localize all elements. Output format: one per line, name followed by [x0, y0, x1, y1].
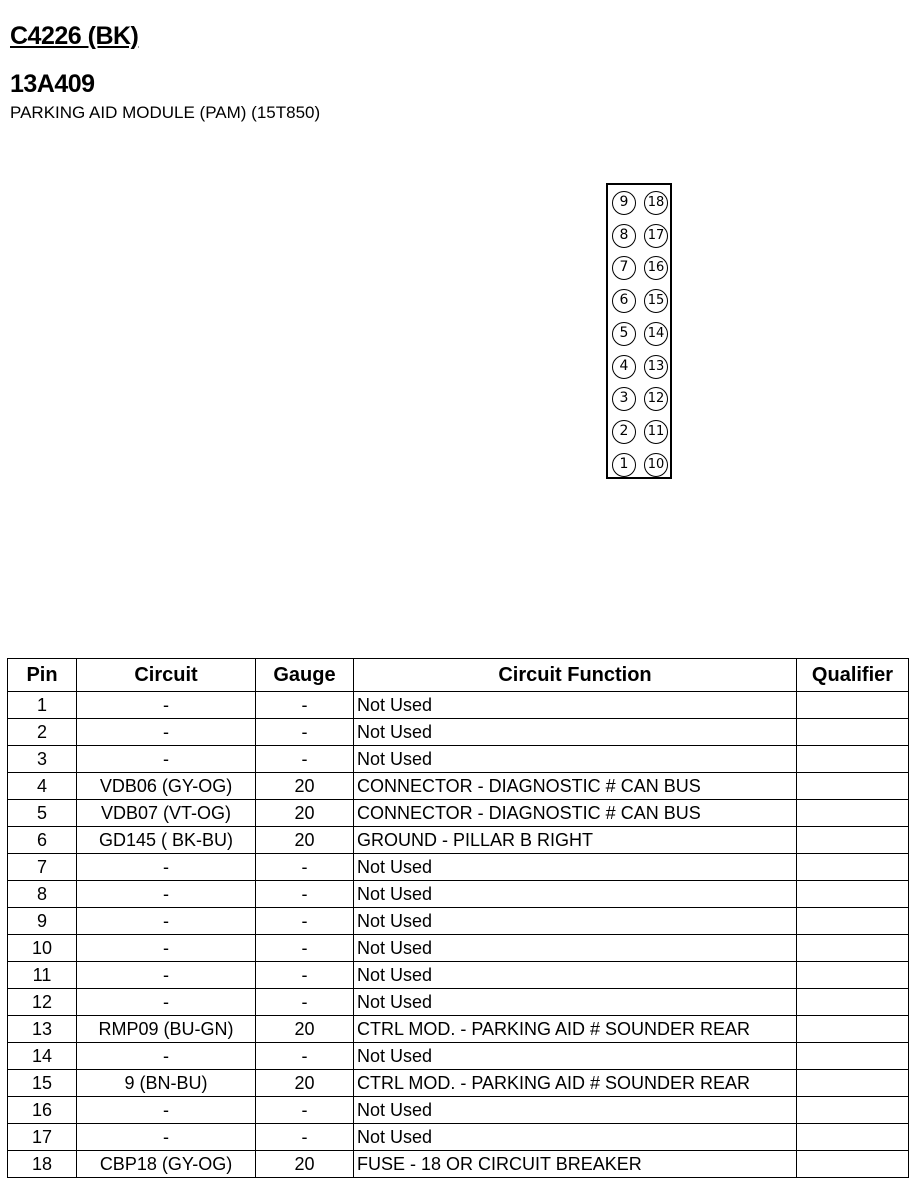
pin-cell: 4: [8, 773, 77, 800]
pin-cell: 9: [8, 908, 77, 935]
circuit-cell: VDB06 (GY-OG): [77, 773, 256, 800]
connector-pin-16: 16: [644, 256, 668, 280]
table-row: [8, 746, 909, 773]
circuit-function-cell: GROUND - PILLAR B RIGHT: [354, 827, 797, 854]
gauge-cell: -: [256, 908, 354, 935]
circuit-function-cell: Not Used: [354, 719, 797, 746]
gauge-cell: -: [256, 962, 354, 989]
table-row: [8, 989, 909, 1016]
gauge-cell: -: [256, 935, 354, 962]
qualifier-cell: [797, 719, 909, 746]
table-row: [8, 827, 909, 854]
circuit-function-cell: Not Used: [354, 962, 797, 989]
gauge-cell: -: [256, 989, 354, 1016]
circuit-function-cell: Not Used: [354, 1043, 797, 1070]
connector-pin-17: 17: [644, 224, 668, 248]
table-row: [8, 773, 909, 800]
table-row: [8, 1151, 909, 1178]
table-row: [8, 1016, 909, 1043]
circuit-function-cell: Not Used: [354, 908, 797, 935]
circuit-function-cell: CTRL MOD. - PARKING AID # SOUNDER REAR: [354, 1070, 797, 1097]
circuit-function-cell: Not Used: [354, 854, 797, 881]
circuit-cell: -: [77, 1097, 256, 1124]
connector-pin-11: 11: [644, 420, 668, 444]
connector-pin-14: 14: [644, 322, 668, 346]
qualifier-cell: [797, 1043, 909, 1070]
pin-cell: 7: [8, 854, 77, 881]
circuit-cell: -: [77, 1043, 256, 1070]
gauge-cell: -: [256, 692, 354, 719]
connector-pin-6: 6: [612, 289, 636, 313]
pin-cell: 1: [8, 692, 77, 719]
module-description: PARKING AID MODULE (PAM) (15T850): [10, 103, 321, 122]
qualifier-cell: [797, 854, 909, 881]
connector-pin-9: 9: [612, 191, 636, 215]
circuit-cell: -: [77, 989, 256, 1016]
gauge-cell: 20: [256, 1070, 354, 1097]
connector-id-title: C4226 (BK): [10, 22, 139, 50]
pin-cell: 10: [8, 935, 77, 962]
qualifier-cell: [797, 1070, 909, 1097]
gauge-cell: -: [256, 881, 354, 908]
gauge-cell: -: [256, 1097, 354, 1124]
qualifier-cell: [797, 935, 909, 962]
qualifier-cell: [797, 1097, 909, 1124]
pin-cell: 16: [8, 1097, 77, 1124]
qualifier-cell: [797, 746, 909, 773]
circuit-cell: -: [77, 854, 256, 881]
circuit-cell: -: [77, 935, 256, 962]
connector-pin-13: 13: [644, 355, 668, 379]
circuit-function-cell: Not Used: [354, 881, 797, 908]
circuit-cell: RMP09 (BU-GN): [77, 1016, 256, 1043]
header-pin: Pin: [8, 659, 77, 692]
header-gauge: Gauge: [256, 659, 354, 692]
circuit-cell: -: [77, 692, 256, 719]
qualifier-cell: [797, 692, 909, 719]
qualifier-cell: [797, 1016, 909, 1043]
table-row: [8, 881, 909, 908]
circuit-cell: 9 (BN-BU): [77, 1070, 256, 1097]
circuit-function-cell: Not Used: [354, 746, 797, 773]
pin-cell: 18: [8, 1151, 77, 1178]
qualifier-cell: [797, 881, 909, 908]
pin-cell: 14: [8, 1043, 77, 1070]
circuit-cell: -: [77, 962, 256, 989]
circuit-cell: GD145 ( BK-BU): [77, 827, 256, 854]
circuit-cell: VDB07 (VT-OG): [77, 800, 256, 827]
connector-pin-12: 12: [644, 387, 668, 411]
circuit-cell: -: [77, 908, 256, 935]
connector-pin-15: 15: [644, 289, 668, 313]
table-row: [8, 854, 909, 881]
pin-cell: 15: [8, 1070, 77, 1097]
gauge-cell: -: [256, 746, 354, 773]
circuit-cell: -: [77, 1124, 256, 1151]
connector-pin-7: 7: [612, 256, 636, 280]
table-row: [8, 908, 909, 935]
circuit-function-cell: CONNECTOR - DIAGNOSTIC # CAN BUS: [354, 773, 797, 800]
pin-cell: 5: [8, 800, 77, 827]
pin-cell: 13: [8, 1016, 77, 1043]
circuit-function-cell: CONNECTOR - DIAGNOSTIC # CAN BUS: [354, 800, 797, 827]
table-row: [8, 935, 909, 962]
table-row: [8, 800, 909, 827]
connector-pin-18: 18: [644, 191, 668, 215]
qualifier-cell: [797, 962, 909, 989]
circuit-cell: -: [77, 746, 256, 773]
table-row: [8, 1043, 909, 1070]
pin-cell: 3: [8, 746, 77, 773]
connector-pin-2: 2: [612, 420, 636, 444]
circuit-cell: -: [77, 719, 256, 746]
gauge-cell: -: [256, 1124, 354, 1151]
table-header-row: [8, 659, 909, 692]
gauge-cell: -: [256, 719, 354, 746]
connector-face-diagram: [606, 183, 672, 479]
table-row: [8, 962, 909, 989]
table-row: [8, 1070, 909, 1097]
pin-cell: 2: [8, 719, 77, 746]
circuit-function-cell: Not Used: [354, 989, 797, 1016]
gauge-cell: 20: [256, 800, 354, 827]
qualifier-cell: [797, 1124, 909, 1151]
qualifier-cell: [797, 1151, 909, 1178]
connector-pin-1: 1: [612, 453, 636, 477]
part-number: 13A409: [10, 70, 95, 98]
header-qualifier: Qualifier: [797, 659, 909, 692]
connector-pin-3: 3: [612, 387, 636, 411]
gauge-cell: 20: [256, 1016, 354, 1043]
circuit-function-cell: FUSE - 18 OR CIRCUIT BREAKER: [354, 1151, 797, 1178]
pin-cell: 11: [8, 962, 77, 989]
pin-cell: 17: [8, 1124, 77, 1151]
gauge-cell: 20: [256, 773, 354, 800]
connector-pin-4: 4: [612, 355, 636, 379]
circuit-cell: CBP18 (GY-OG): [77, 1151, 256, 1178]
header-circuit-function: Circuit Function: [354, 659, 797, 692]
table-row: [8, 1097, 909, 1124]
qualifier-cell: [797, 908, 909, 935]
header-circuit: Circuit: [77, 659, 256, 692]
pin-cell: 12: [8, 989, 77, 1016]
gauge-cell: -: [256, 854, 354, 881]
circuit-function-cell: Not Used: [354, 1097, 797, 1124]
table-row: [8, 692, 909, 719]
circuit-function-cell: Not Used: [354, 935, 797, 962]
connector-pin-5: 5: [612, 322, 636, 346]
gauge-cell: 20: [256, 1151, 354, 1178]
table-row: [8, 719, 909, 746]
gauge-cell: -: [256, 1043, 354, 1070]
qualifier-cell: [797, 827, 909, 854]
qualifier-cell: [797, 800, 909, 827]
table-row: [8, 1124, 909, 1151]
pin-cell: 6: [8, 827, 77, 854]
qualifier-cell: [797, 773, 909, 800]
circuit-function-cell: CTRL MOD. - PARKING AID # SOUNDER REAR: [354, 1016, 797, 1043]
circuit-function-cell: Not Used: [354, 1124, 797, 1151]
gauge-cell: 20: [256, 827, 354, 854]
pin-cell: 8: [8, 881, 77, 908]
connector-pin-10: 10: [644, 453, 668, 477]
connector-pin-8: 8: [612, 224, 636, 248]
pinout-table: [7, 658, 909, 1178]
circuit-cell: -: [77, 881, 256, 908]
qualifier-cell: [797, 989, 909, 1016]
circuit-function-cell: Not Used: [354, 692, 797, 719]
